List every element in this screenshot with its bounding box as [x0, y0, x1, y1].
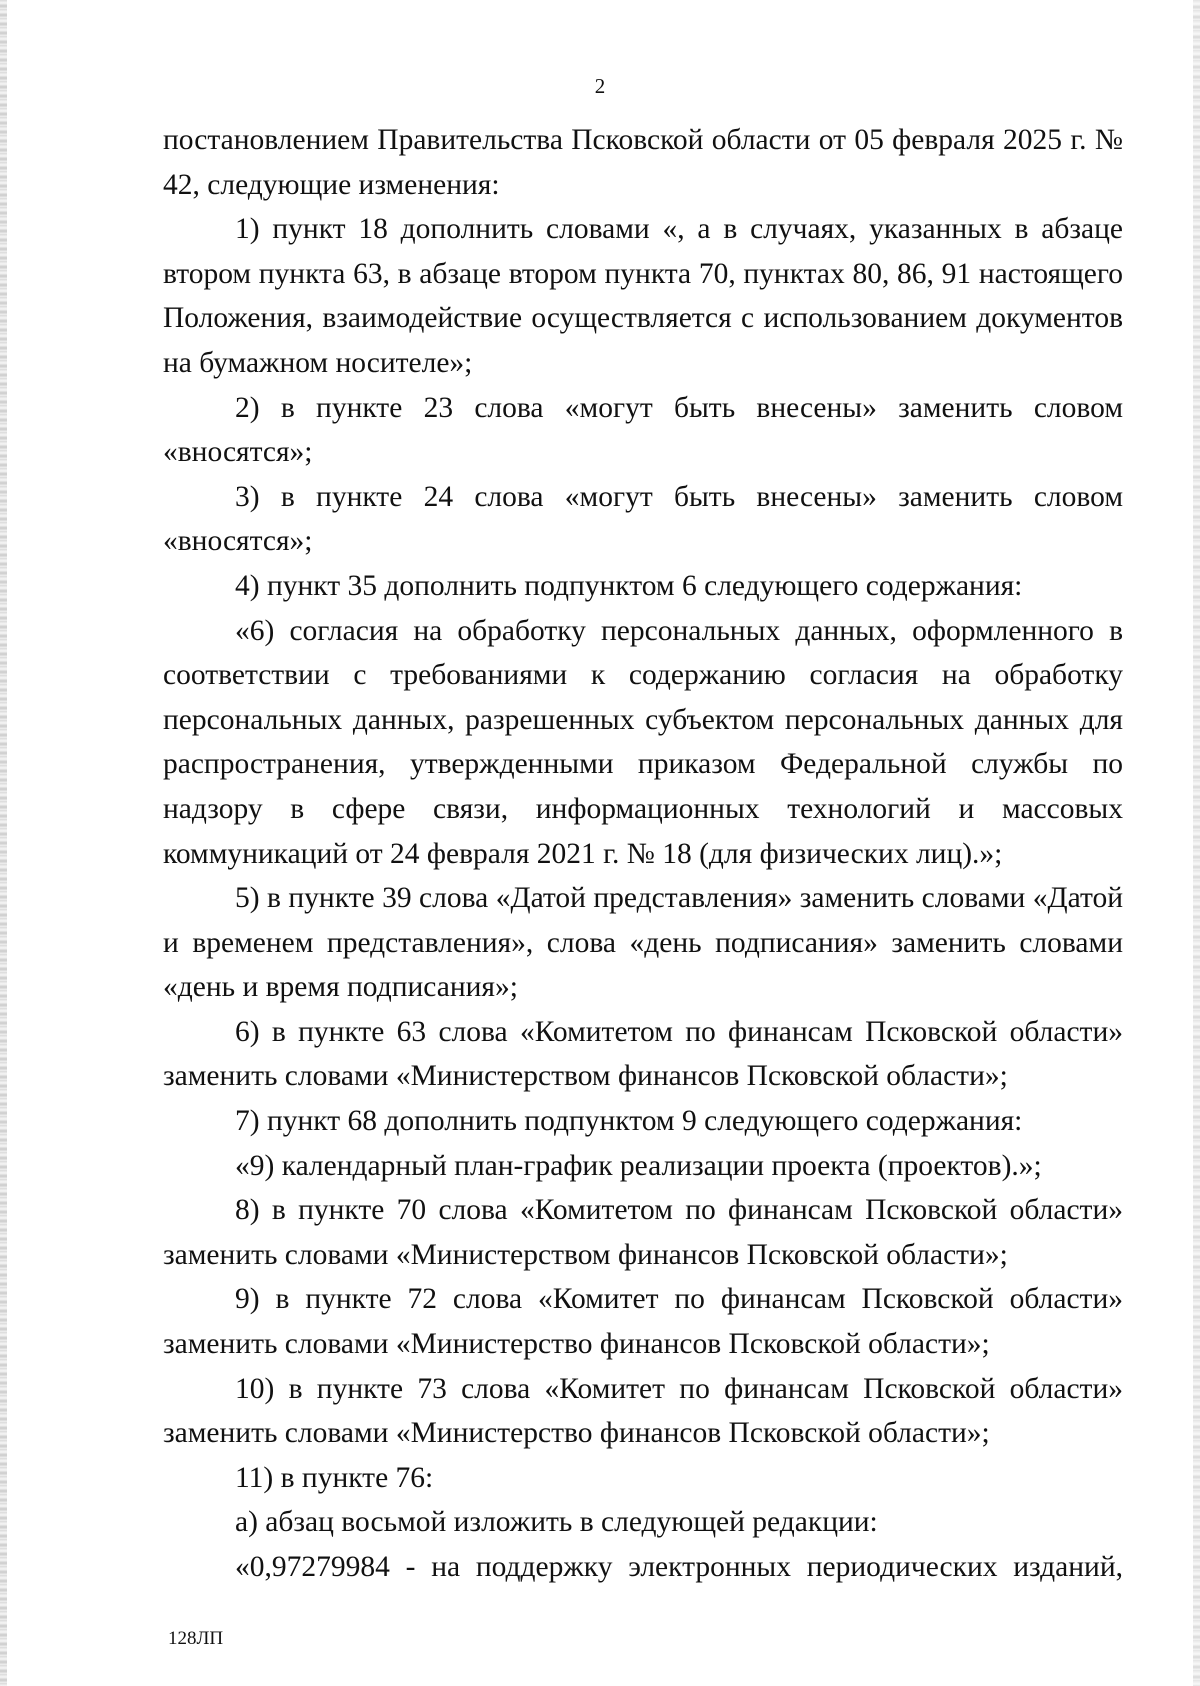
document-body	[163, 118, 1123, 1590]
scan-edge-right	[1193, 0, 1200, 1686]
paragraph-item-5: 5) в пункте 39 слова «Датой представления» заменить словами «Датой и временем представления», слова «день подписания» заменить словами «день и время подписания»;	[163, 882, 1123, 1004]
paragraph-item-11a: а) абзац восьмой изложить в следующей редакции:	[235, 1506, 878, 1539]
paragraph-item-8: 8) в пункте 70 слова «Комитетом по финансам Псковской области» заменить словами «Министерством финансов Псковской области»;	[163, 1194, 1123, 1271]
paragraph-item-9: 9) в пункте 72 слова «Комитет по финансам Псковской области» заменить словами «Министерство финансов Псковской области»;	[163, 1283, 1123, 1361]
paragraph-item-2: 2) в пункте 23 слова «могут быть внесены» заменить словом «вносятся»;	[163, 391, 1123, 469]
paragraph-item-11: 11) в пункте 76:	[235, 1461, 434, 1494]
page-number: 2	[594, 74, 606, 98]
scan-edge-left	[0, 0, 7, 1686]
paragraph-preamble: постановлением Правительства Псковской области от 05 февраля 2025 г. № 42, следующие изменения:	[163, 124, 1123, 201]
paragraph-item-10: 10) в пункте 73 слова «Комитет по финансам Псковской области» заменить словами «Министерство финансов Псковской области»;	[163, 1372, 1123, 1450]
paragraph-item-1: 1) пункт 18 дополнить словами «, а в случаях, указанных в абзаце втором пункта 63, в абзаце втором пункта 70, пунктах 80, 86, 91 настоящего Положения, взаимодействие осуществляется с использованием документов на бумажном носителе»;	[163, 213, 1123, 379]
paragraph-item-3: 3) в пункте 24 слова «могут быть внесены» заменить словом «вносятся»;	[163, 480, 1123, 558]
paragraph-item-7: 7) пункт 68 дополнить подпунктом 9 следующего содержания:	[235, 1105, 1023, 1138]
paragraph-item-7-quote: «9) календарный план-график реализации проекта (проектов).»;	[235, 1149, 1042, 1182]
paragraph-item-4-quote: «6) согласия на обработку персональных данных, оформленного в соответствии с требованиями к содержанию согласия на обработку персональных данных, разрешенных субъектом персональных данных для распространения, утвержденными приказом Федеральной службы по надзору в сфере связи, информационных технологий и массовых коммуникаций от 24 февраля 2021 г. № 18 (для физических лиц).»;	[163, 614, 1123, 870]
paragraph-item-6: 6) в пункте 63 слова «Комитетом по финансам Псковской области» заменить словами «Министерством финансов Псковской области»;	[163, 1015, 1123, 1093]
paragraph-item-11a-quote: «0,97279984 - на поддержку электронных периодических изданий,	[235, 1551, 1123, 1583]
document-code: 128ЛП	[168, 1628, 224, 1649]
paragraph-item-4: 4) пункт 35 дополнить подпунктом 6 следующего содержания:	[235, 569, 1023, 602]
